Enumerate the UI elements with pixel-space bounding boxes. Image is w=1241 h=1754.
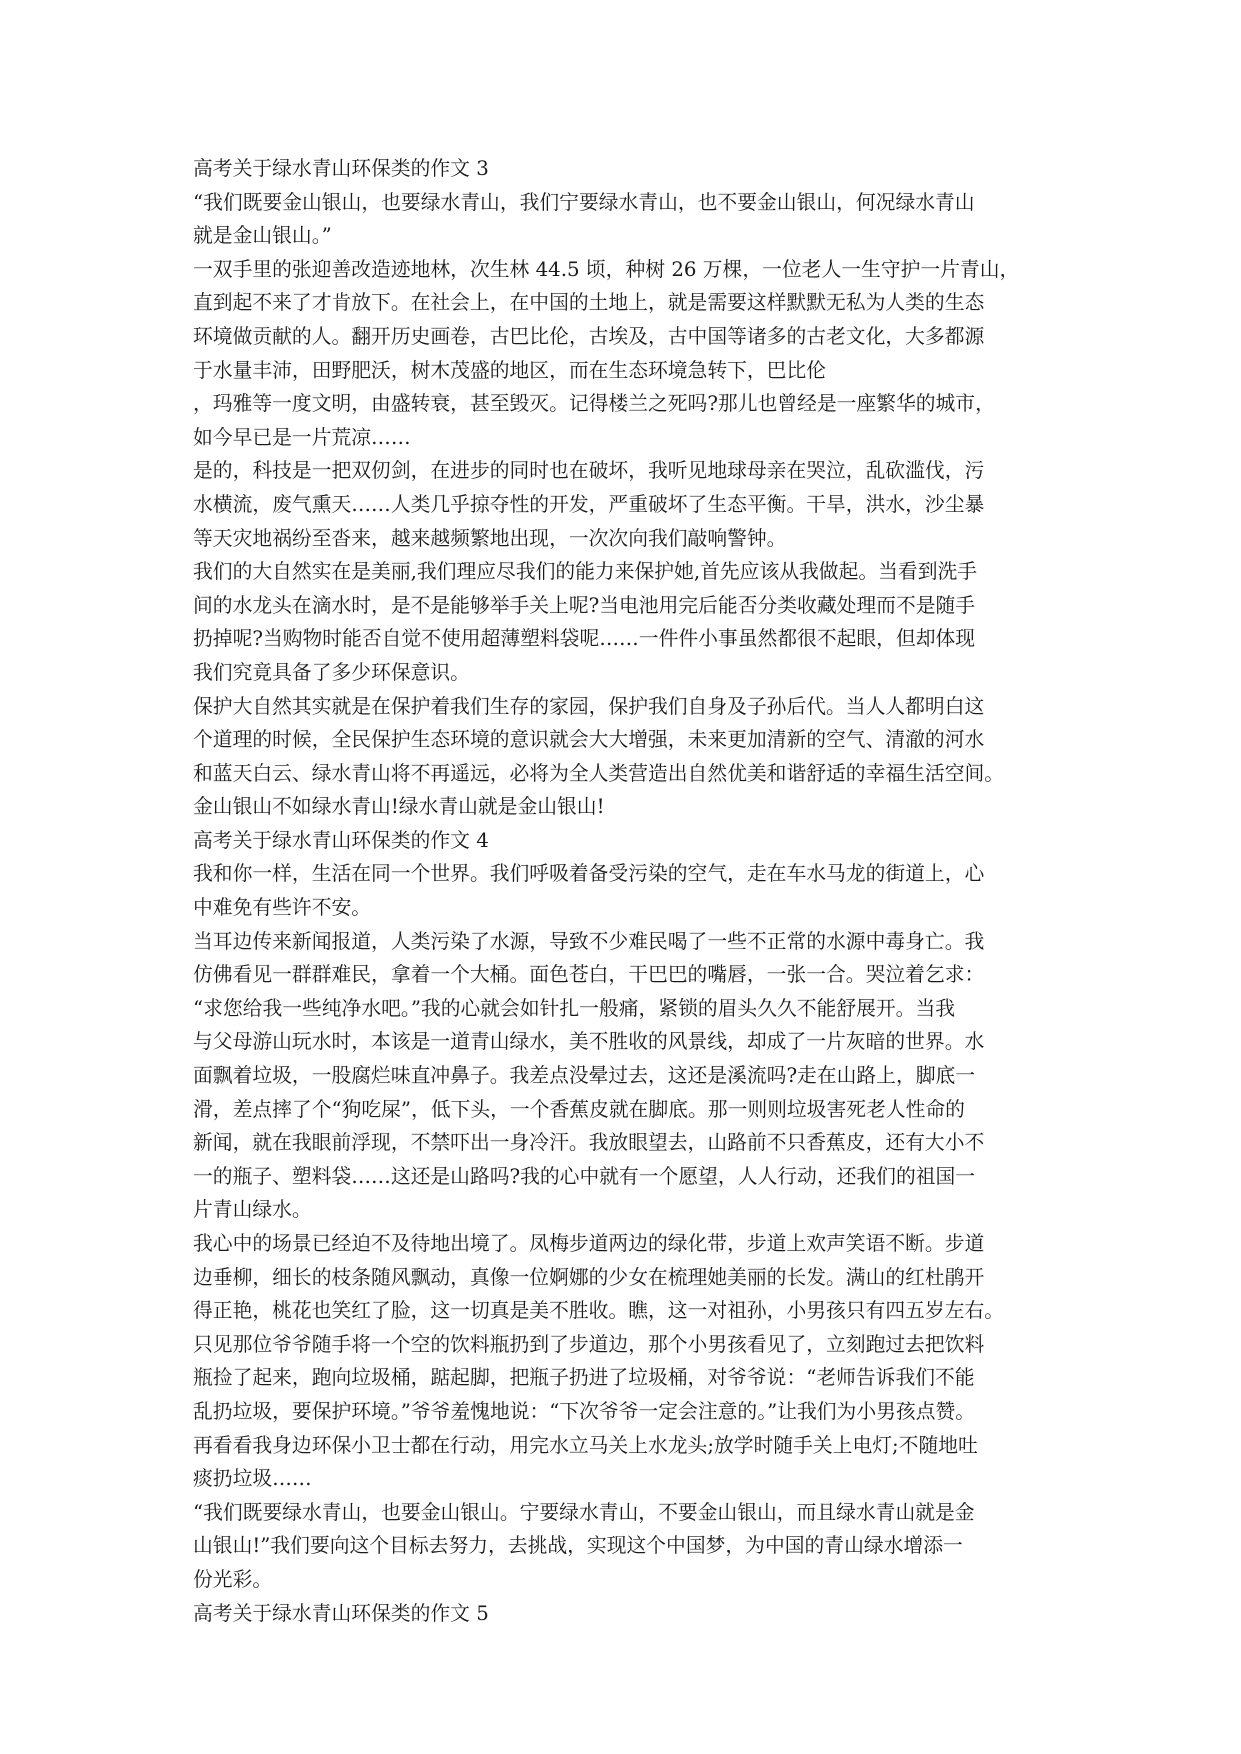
text-line: 痰扔垃圾…… — [193, 1467, 312, 1491]
text-line: 我心中的场景已经迫不及待地出境了。凤梅步道两边的绿化带，步道上欢声笑语不断。步道 — [193, 1232, 985, 1255]
text-line: 份光彩。 — [193, 1567, 273, 1591]
section-heading: 高考关于绿水青山环保类的作文 3 — [193, 157, 489, 180]
text-line: 等天灾地祸纷至沓来，越来越频繁地出现，一次次向我们敲响警钟。 — [193, 526, 787, 550]
text-line: ，玛雅等一度文明，由盛转衰，甚至毁灭。记得楼兰之死吗?那儿也曾经是一座繁华的城市， — [193, 392, 995, 416]
text-line: 山银山!”我们要向这个目标去努力，去挑战，实现这个中国梦，为中国的青山绿水增添一 — [193, 1534, 963, 1558]
text-line: 和蓝天白云、绿水青山将不再遥远，必将为全人类营造出自然优美和谐舒适的幸福生活空间。 — [193, 761, 1005, 785]
text-line: 如今早已是一片荒凉…… — [193, 425, 411, 449]
text-line: 中难免有些许不安。 — [193, 896, 372, 920]
text-line: “我们既要金山银山，也要绿水青山，我们宁要绿水青山，也不要金山银山，何况绿水青山 — [193, 190, 975, 214]
text-line: 我们究竟具备了多少环保意识。 — [193, 660, 470, 684]
text-line: 个道理的时候，全民保护生态环境的意识就会大大增强，未来更加清新的空气、清澈的河水 — [193, 728, 985, 752]
text-line: 环境做贡献的人。翻开历史画卷，古巴比伦，古埃及，古中国等诸多的古老文化，大多都源 — [193, 324, 985, 348]
text-line: 瓶捡了起来，跑向垃圾桶，踮起脚，把瓶子扔进了垃圾桶，对爷爷说：“老师告诉我们不能 — [193, 1366, 975, 1390]
text-line: 面飘着垃圾，一股腐烂味直冲鼻子。我差点没晕过去，这还是溪流吗?走在山路上，脚底一 — [193, 1064, 976, 1088]
text-line: 于水量丰沛，田野肥沃，树木茂盛的地区，而在生态环境急转下，巴比伦 — [193, 358, 827, 382]
text-line: 只见那位爷爷随手将一个空的饮料瓶扔到了步道边，那个小男孩看见了，立刻跑过去把饮料 — [193, 1332, 985, 1356]
text-line: 一的瓶子、塑料袋……这还是山路吗?我的心中就有一个愿望，人人行动，还我们的祖国一 — [193, 1164, 976, 1188]
text-line: 扔掉呢?当购物时能否自觉不使用超薄塑料袋呢……一件件小事虽然都很不起眼，但却体现 — [193, 627, 976, 651]
text-line: 是的，科技是一把双仞剑，在进步的同时也在破坏，我听见地球母亲在哭泣，乱砍滥伐，污 — [193, 459, 985, 483]
text-line: 与父母游山玩水时，本该是一道青山绿水，美不胜收的风景线，却成了一片灰暗的世界。水 — [193, 1030, 985, 1054]
section-heading: 高考关于绿水青山环保类的作文 5 — [193, 1601, 489, 1625]
text-line: 仿佛看见一群群难民，拿着一个大桶。面色苍白，干巴巴的嘴唇，一张一合。哭泣着乞求： — [193, 963, 985, 987]
text-line: 水横流，废气熏天……人类几乎掠夺性的开发，严重破坏了生态平衡。干旱，洪水，沙尘暴 — [193, 492, 985, 516]
text-line: “求您给我一些纯净水吧。”我的心就会如针扎一般痛，紧锁的眉头久久不能舒展开。当我 — [193, 996, 956, 1020]
text-line: 保护大自然其实就是在保护着我们生存的家园，保护我们自身及子孙后代。当人人都明白这 — [193, 694, 985, 718]
text-line: 我们的大自然实在是美丽,我们理应尽我们的能力来保护她,首先应该从我做起。当看到洗手 — [193, 560, 978, 584]
text-line: 乱扔垃圾，要保护环境。”爷爷羞愧地说：“下次爷爷一定会注意的。”让我们为小男孩点赞。 — [193, 1399, 976, 1423]
text-line: 就是金山银山。” — [193, 224, 332, 248]
text-line: 直到起不来了才肯放下。在社会上，在中国的土地上，就是需要这样默默无私为人类的生态 — [193, 291, 985, 315]
text-line: 一双手里的张迎善改造迹地林，次生林 44.5 顷，种树 26 万棵，一位老人一生守护一片青山， — [193, 257, 1020, 281]
text-line: 片青山绿水。 — [193, 1198, 312, 1222]
text-line: 得正艳，桃花也笑红了脸，这一切真是美不胜收。瞧，这一对祖孙，小男孩只有四五岁左右。 — [193, 1299, 1005, 1323]
text-line: 边垂柳，细长的枝条随风飘动，真像一位婀娜的少女在梳理她美丽的长发。满山的红杜鹃开 — [193, 1265, 985, 1289]
text-line: 再看看我身边环保小卫士都在行动，用完水立马关上水龙头;放学时随手关上电灯;不随地吐 — [193, 1433, 978, 1457]
text-line: 新闻，就在我眼前浮现，不禁吓出一身冷汗。我放眼望去，山路前不只香蕉皮，还有大小不 — [193, 1131, 985, 1155]
text-line: “我们既要绿水青山，也要金山银山。宁要绿水青山，不要金山银山，而且绿水青山就是金 — [193, 1500, 975, 1524]
text-line: 间的水龙头在滴水时，是不是能够举手关上呢?当电池用完后能否分类收藏处理而不是随手 — [193, 593, 976, 617]
text-line: 金山银山不如绿水青山!绿水青山就是金山银山! — [193, 795, 605, 819]
text-line: 我和你一样，生活在同一个世界。我们呼吸着备受污染的空气，走在车水马龙的街道上，心 — [193, 862, 985, 886]
essay-document — [193, 152, 1073, 1630]
text-line: 滑，差点摔了个“狗吃屎”，低下头，一个香蕉皮就在脚底。那一则则垃圾害死老人性命的 — [193, 1097, 965, 1121]
text-line: 当耳边传来新闻报道，人类污染了水源，导致不少难民喝了一些不正常的水源中毒身亡。我 — [193, 929, 985, 953]
section-heading: 高考关于绿水青山环保类的作文 4 — [193, 828, 489, 852]
